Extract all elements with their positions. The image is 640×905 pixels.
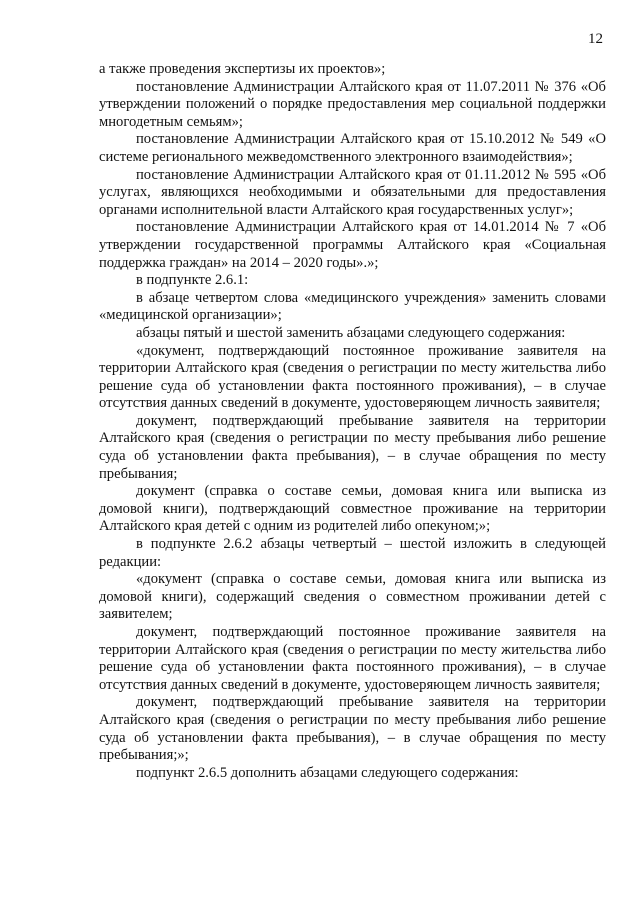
paragraph: «документ (справка о составе семьи, домовая книга или выписка из домовой книги), содержащий сведения о совместном проживании детей с заявителем; — [99, 571, 606, 623]
page-number: 12 — [588, 31, 603, 47]
paragraph: в абзаце четвертом слова «медицинского учреждения» заменить словами «медицинской организации»; — [99, 289, 606, 324]
paragraph: «документ, подтверждающий постоянное проживание заявителя на территории Алтайского края (сведения о регистрации по месту жительства либо решение суда об установлении факта постоянного проживания), – в случае отсутствия данных сведений в документе, удостоверяющем личность заявителя; — [99, 342, 606, 412]
paragraph: а также проведения экспертизы их проектов»; — [99, 61, 386, 77]
paragraph: абзацы пятый и шестой заменить абзацами следующего содержания: — [136, 324, 566, 341]
paragraph: в подпункте 2.6.2 абзацы четвертый – шестой изложить в следующей редакции: — [99, 536, 606, 570]
paragraph: в подпункте 2.6.1: — [136, 272, 249, 289]
paragraph: постановление Администрации Алтайского края от 11.07.2011 № 376 «Об утверждении положений о порядке предоставления мер социальной поддержки многодетным семьям»; — [99, 78, 606, 130]
paragraph: документ (справка о составе семьи, домовая книга или выписка из домовой книги), подтверждающий совместное проживание на территории Алтайского края детей с одним из родителей либо опекуном;»; — [99, 483, 606, 535]
paragraph: документ, подтверждающий постоянное проживание заявителя на территории Алтайского края (сведения о регистрации по месту жительства либо решение суда об установлении факта постоянного проживания), – в случае отсутствия данных сведений в документе, удостоверяющем личность заявителя; — [99, 624, 606, 693]
paragraph: подпункт 2.6.5 дополнить абзацами следующего содержания: — [136, 764, 519, 781]
paragraph: документ, подтверждающий пребывание заявителя на территории Алтайского края (сведения о регистрации по месту пребывания либо решение суда об установлении факта пребывания), – в случае обращения по месту пребывания;»; — [99, 694, 606, 764]
paragraph: постановление Администрации Алтайского края от 15.10.2012 № 549 «О системе регионального межведомственного электронного взаимодействия»; — [99, 131, 606, 165]
document-body — [99, 61, 606, 782]
paragraph: постановление Администрации Алтайского края от 01.11.2012 № 595 «Об услугах, являющихся необходимыми и обязательными для предоставления органами исполнительной власти Алтайского края государственных услуг»; — [99, 166, 606, 218]
paragraph: документ, подтверждающий пребывание заявителя на территории Алтайского края (сведения о регистрации по месту пребывания либо решение суда об установлении факта пребывания), – в случае обращения по месту пребывания; — [99, 412, 606, 482]
paragraph: постановление Администрации Алтайского края от 14.01.2014 № 7 «Об утверждении государственной программы Алтайского края «Социальная поддержка граждан» на 2014 – 2020 годы».»; — [99, 219, 606, 271]
